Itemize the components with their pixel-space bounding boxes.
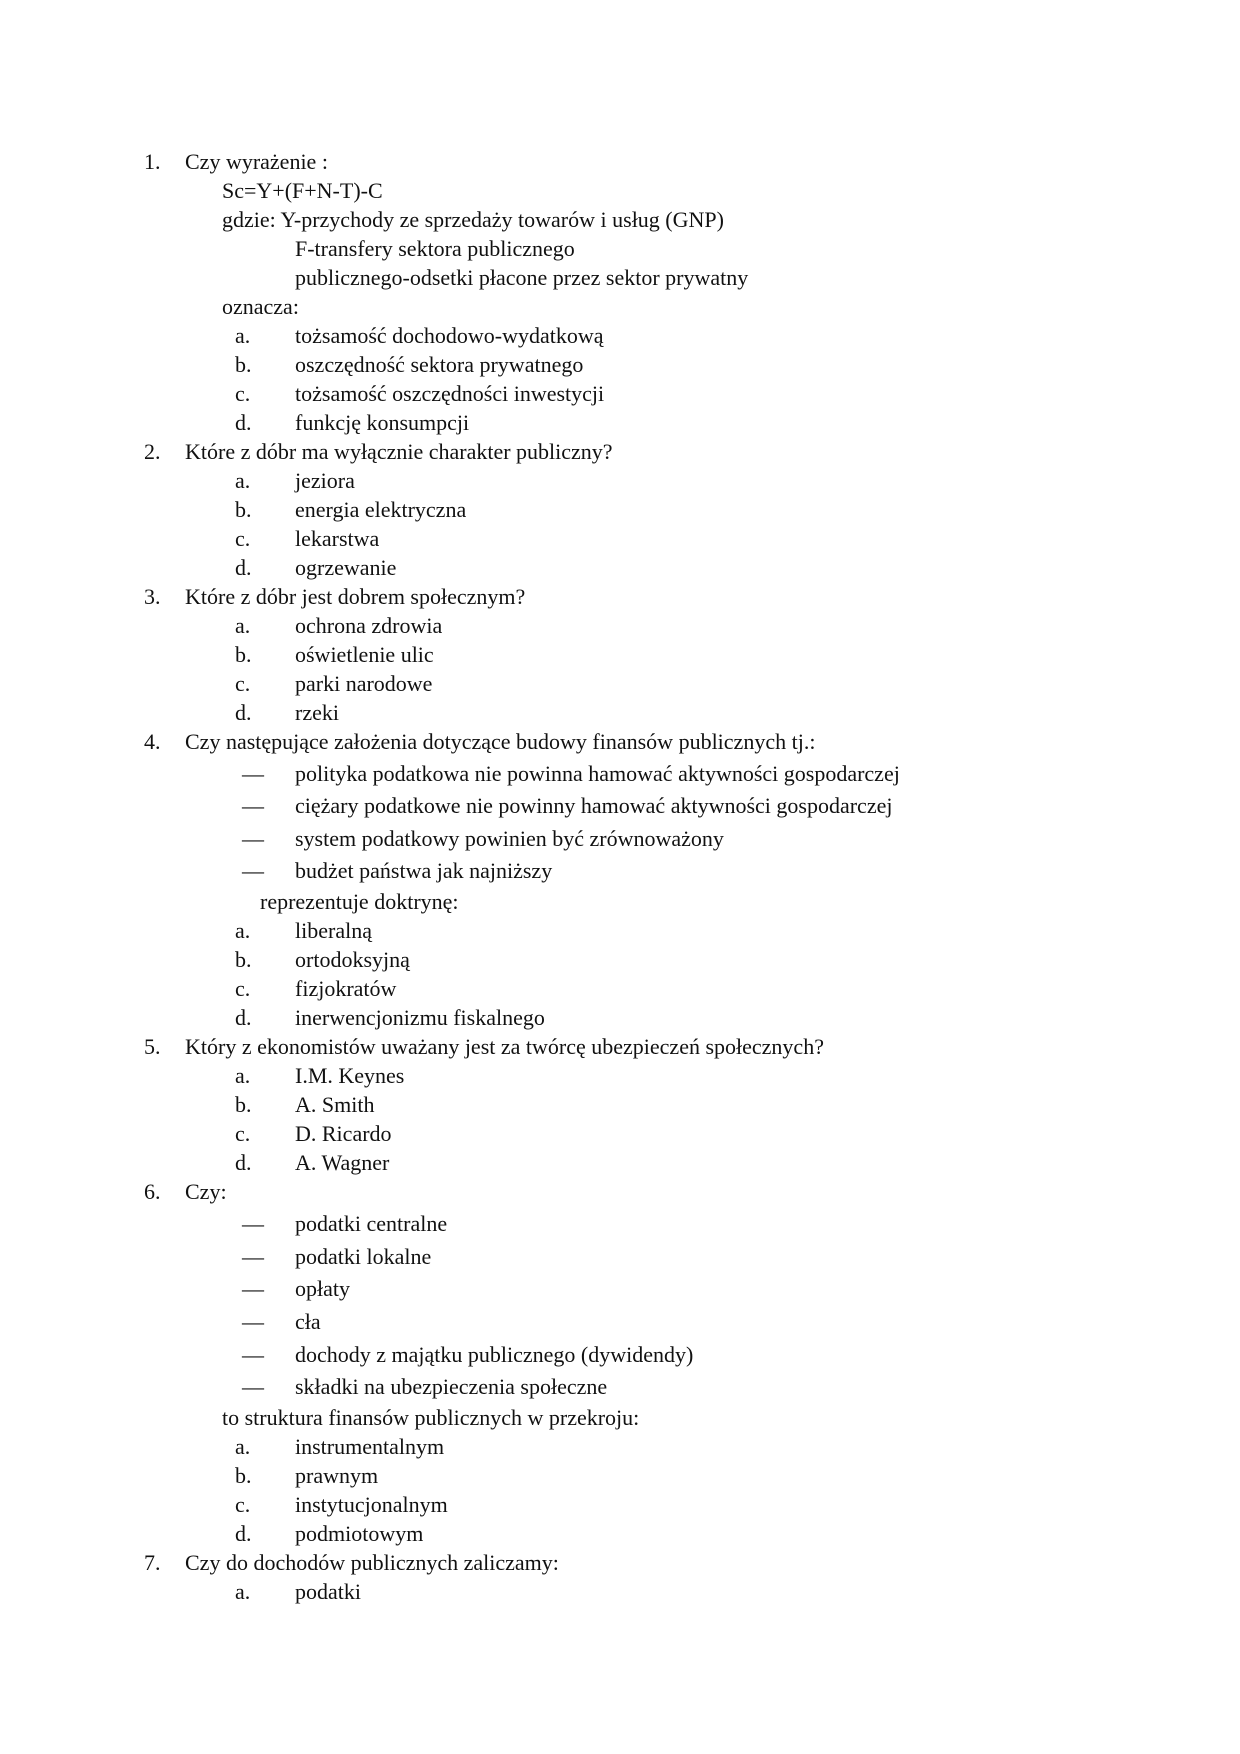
question-5-option-d-label: d. xyxy=(235,1150,252,1175)
question-5-option-a: I.M. Keynes xyxy=(295,1063,405,1088)
question-4-dash-1: — xyxy=(242,761,264,786)
question-6-option-a: instrumentalnym xyxy=(295,1434,445,1459)
question-2-option-b: energia elektryczna xyxy=(295,497,467,522)
question-5-option-b-label: b. xyxy=(235,1092,252,1117)
question-4-after: reprezentuje doktrynę: xyxy=(260,889,459,914)
question-4-option-c: fizjokratów xyxy=(295,976,397,1001)
question-1-number: 1. xyxy=(144,149,161,174)
question-2-option-d-label: d. xyxy=(235,555,252,580)
question-6-text: Czy: xyxy=(185,1179,227,1204)
question-6-option-a-label: a. xyxy=(235,1434,251,1459)
question-3-text: Które z dóbr jest dobrem społecznym? xyxy=(185,584,526,609)
question-3-option-b-label: b. xyxy=(235,642,252,667)
question-1-means: oznacza: xyxy=(222,294,299,319)
question-3-option-d: rzeki xyxy=(295,700,339,725)
question-2-option-a-label: a. xyxy=(235,468,251,493)
question-1-option-b: oszczędność sektora prywatnego xyxy=(295,352,584,377)
question-4-option-b-label: b. xyxy=(235,947,252,972)
question-6-option-b-label: b. xyxy=(235,1463,252,1488)
question-4-bullet-2: ciężary podatkowe nie powinny hamować aktywności gospodarczej xyxy=(295,793,893,818)
question-2-option-a: jeziora xyxy=(295,468,355,493)
question-1-option-b-label: b. xyxy=(235,352,252,377)
question-2-option-c-label: c. xyxy=(235,526,251,551)
question-1-option-c-label: c. xyxy=(235,381,251,406)
question-4-option-d: inerwencjonizmu fiskalnego xyxy=(295,1005,545,1030)
question-3-option-d-label: d. xyxy=(235,700,252,725)
question-6-bullet-6: składki na ubezpieczenia społeczne xyxy=(295,1374,608,1399)
question-6-option-d-label: d. xyxy=(235,1521,252,1546)
question-2-text: Które z dóbr ma wyłącznie charakter publiczny? xyxy=(185,439,613,464)
question-6-option-c: instytucjonalnym xyxy=(295,1492,448,1517)
question-7-option-a: podatki xyxy=(295,1579,361,1604)
question-6-dash-2: — xyxy=(242,1244,264,1269)
question-4-number: 4. xyxy=(144,729,161,754)
question-1-option-d-label: d. xyxy=(235,410,252,435)
question-6-bullet-2: podatki lokalne xyxy=(295,1244,432,1269)
question-5-number: 5. xyxy=(144,1034,161,1059)
question-6-option-d: podmiotowym xyxy=(295,1521,424,1546)
question-1-definition-f: F-transfery sektora publicznego xyxy=(295,236,575,261)
question-4-bullet-3: system podatkowy powinien być zrównoważony xyxy=(295,826,724,851)
question-6-bullet-3: opłaty xyxy=(295,1276,350,1301)
question-3-option-a: ochrona zdrowia xyxy=(295,613,443,638)
question-7-text: Czy do dochodów publicznych zaliczamy: xyxy=(185,1550,559,1575)
question-5-option-b: A. Smith xyxy=(295,1092,375,1117)
question-1-option-c: tożsamość oszczędności inwestycji xyxy=(295,381,605,406)
question-5-text: Który z ekonomistów uważany jest za twórcę ubezpieczeń społecznych? xyxy=(185,1034,824,1059)
question-4-option-d-label: d. xyxy=(235,1005,252,1030)
question-2-option-b-label: b. xyxy=(235,497,252,522)
question-4-dash-2: — xyxy=(242,793,264,818)
question-1-definition-n: publicznego-odsetki płacone przez sektor prywatny xyxy=(295,265,749,290)
question-5-option-d: A. Wagner xyxy=(295,1150,390,1175)
question-6-dash-3: — xyxy=(242,1276,264,1301)
question-1-option-d: funkcję konsumpcji xyxy=(295,410,470,435)
question-1-option-a: tożsamość dochodowo-wydatkową xyxy=(295,323,604,348)
question-5-option-c: D. Ricardo xyxy=(295,1121,392,1146)
question-4-option-c-label: c. xyxy=(235,976,251,1001)
question-6-option-b: prawnym xyxy=(295,1463,379,1488)
question-6-after: to struktura finansów publicznych w przekroju: xyxy=(222,1405,640,1430)
question-3-number: 3. xyxy=(144,584,161,609)
question-4-dash-4: — xyxy=(242,858,264,883)
question-6-dash-4: — xyxy=(242,1309,264,1334)
question-6-bullet-5: dochody z majątku publicznego (dywidendy) xyxy=(295,1342,694,1367)
question-1-where: gdzie: Y-przychody ze sprzedaży towarów i usług (GNP) xyxy=(222,207,724,232)
question-6-option-c-label: c. xyxy=(235,1492,251,1517)
question-3-option-a-label: a. xyxy=(235,613,251,638)
question-6-bullet-4: cła xyxy=(295,1309,321,1334)
question-6-dash-6: — xyxy=(242,1374,264,1399)
question-4-bullet-1: polityka podatkowa nie powinna hamować aktywności gospodarczej xyxy=(295,761,900,786)
question-6-number: 6. xyxy=(144,1179,161,1204)
question-1-text: Czy wyrażenie : xyxy=(185,149,328,174)
question-4-bullet-4: budżet państwa jak najniższy xyxy=(295,858,553,883)
question-6-bullet-1: podatki centralne xyxy=(295,1211,448,1236)
question-4-text: Czy następujące założenia dotyczące budowy finansów publicznych tj.: xyxy=(185,729,816,754)
question-3-option-c-label: c. xyxy=(235,671,251,696)
question-3-option-c: parki narodowe xyxy=(295,671,433,696)
question-5-option-c-label: c. xyxy=(235,1121,251,1146)
question-4-option-a: liberalną xyxy=(295,918,372,943)
question-6-dash-5: — xyxy=(242,1342,264,1367)
question-6-dash-1: — xyxy=(242,1211,264,1236)
question-2-number: 2. xyxy=(144,439,161,464)
question-2-option-d: ogrzewanie xyxy=(295,555,397,580)
question-2-option-c: lekarstwa xyxy=(295,526,380,551)
question-1-formula: Sc=Y+(F+N-T)-C xyxy=(222,178,383,203)
question-5-option-a-label: a. xyxy=(235,1063,251,1088)
question-4-dash-3: — xyxy=(242,826,264,851)
question-1-option-a-label: a. xyxy=(235,323,251,348)
question-4-option-b: ortodoksyjną xyxy=(295,947,410,972)
question-3-option-b: oświetlenie ulic xyxy=(295,642,434,667)
question-7-number: 7. xyxy=(144,1550,161,1575)
question-4-option-a-label: a. xyxy=(235,918,251,943)
question-7-option-a-label: a. xyxy=(235,1579,251,1604)
